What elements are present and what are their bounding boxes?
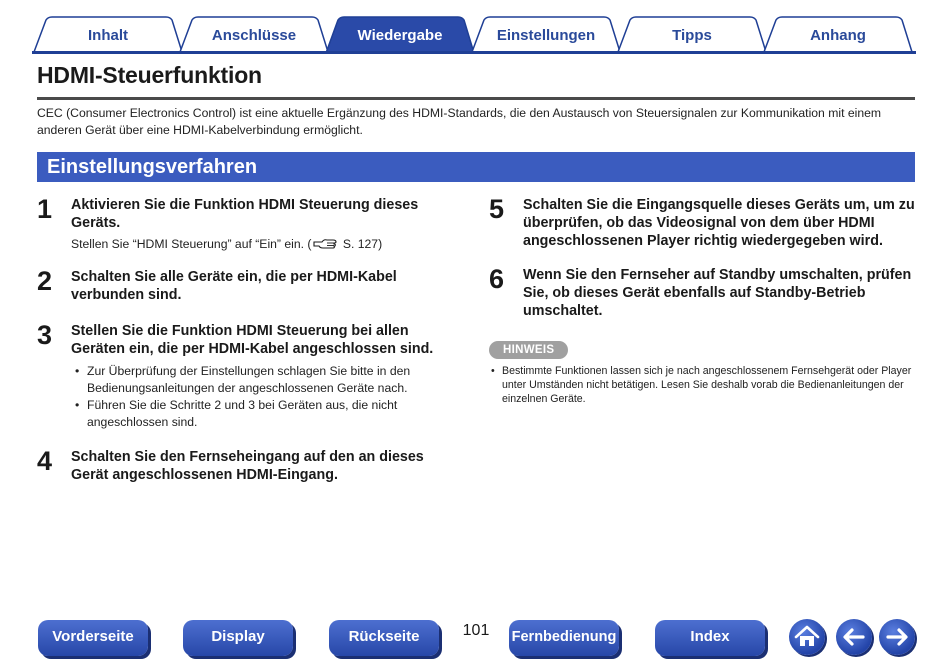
tab-wiedergabe[interactable]: Wiedergabe — [357, 27, 443, 44]
hinweis-badge: HINWEIS — [489, 341, 568, 359]
step-text: Schalten Sie den Fernseheingang auf den an dieses Gerät angeschlossenen HDMI-Eingang. — [71, 449, 424, 483]
back-button[interactable] — [836, 619, 872, 655]
step-text: Wenn Sie den Fernseher auf Standby umschalten, prüfen Sie, ob dieses Gerät ebenfalls auf Standby-Betrieb umschaltet. — [523, 267, 912, 319]
title-divider — [37, 97, 915, 100]
intro-text: CEC (Consumer Electronics Control) ist eine aktuelle Ergänzung des HDMI-Standards, die den Austausch von Steuersignalen zur Kommunikation mit einem anderen Gerät über eine HDMI-Kabelverbindung ermöglicht. — [37, 106, 882, 137]
step-4 — [37, 448, 457, 484]
step-number: 3 — [37, 320, 53, 350]
vorderseite-button[interactable]: Vorderseite — [38, 620, 148, 656]
step-number: 2 — [37, 266, 53, 296]
tab-bar — [32, 16, 916, 56]
forward-button[interactable] — [879, 619, 915, 655]
hinweis-list — [489, 365, 919, 406]
section-title: Einstellungsverfahren — [47, 156, 258, 178]
steps-left-column — [37, 196, 457, 496]
step-text: Schalten Sie alle Geräte ein, die per HDMI-Kabel verbunden sind. — [71, 269, 397, 303]
tab-anhang[interactable]: Anhang — [810, 27, 866, 44]
tab-baseline — [32, 51, 916, 54]
tab-tipps[interactable]: Tipps — [672, 27, 712, 44]
step-bullet-list — [71, 363, 457, 430]
section-header — [37, 152, 915, 182]
page-reference-link[interactable]: S. 127) — [339, 237, 383, 251]
step-1 — [37, 196, 457, 252]
step-text: Aktivieren Sie die Funktion HDMI Steuerung dieses Geräts. — [71, 197, 419, 231]
index-button[interactable]: Index — [655, 620, 765, 656]
list-item: • Führen Sie die Schritte 2 und 3 bei Geräten aus, die nicht angeschlossen sind. — [71, 397, 457, 430]
reference-hand-icon — [313, 237, 337, 251]
list-item: • Bestimmte Funktionen lassen sich je nach angeschlossenem Fernsehgerät oder Player unter Umständen nicht betätigen. Lesen Sie deshalb vorab die Bedienanleitungen der einzelnen Geräte. — [489, 365, 912, 406]
step-text: Schalten Sie die Eingangsquelle dieses Geräts um, um zu überprüfen, ob das Videosignal von dem über HDMI angeschlossenen Player richtig wiedergegeben wird. — [523, 197, 915, 249]
steps-right-column — [489, 196, 919, 406]
list-item: • Zur Überprüfung der Einstellungen schlagen Sie bitte in den Bedienungsanleitungen der angeschlossenen Geräte nach. — [71, 363, 457, 396]
hinweis-box — [489, 340, 919, 406]
home-icon — [789, 619, 825, 655]
page-title: HDMI-Steuerfunktion — [37, 62, 262, 88]
step-5 — [489, 196, 919, 250]
step-number: 6 — [489, 264, 505, 294]
tab-einstellungen[interactable]: Einstellungen — [496, 27, 596, 44]
rueckseite-button[interactable]: Rückseite — [329, 620, 439, 656]
home-button[interactable] — [789, 619, 825, 655]
step-number: 1 — [37, 194, 53, 224]
arrow-left-icon — [836, 619, 872, 655]
page-number: 101 — [462, 622, 490, 639]
tab-inhalt[interactable]: Inhalt — [88, 27, 128, 44]
step-number: 5 — [489, 194, 505, 224]
tab-anschluesse[interactable]: Anschlüsse — [211, 27, 297, 44]
step-2 — [37, 268, 457, 304]
step-number: 4 — [37, 446, 53, 476]
display-button[interactable]: Display — [183, 620, 293, 656]
step-6 — [489, 266, 919, 320]
step-3 — [37, 322, 457, 430]
fernbedienung-button[interactable]: Fernbedienung — [509, 620, 619, 656]
arrow-right-icon — [879, 619, 915, 655]
step-text: Stellen Sie die Funktion HDMI Steuerung bei allen Geräten ein, die per HDMI-Kabel angeschlossen sind. — [71, 323, 434, 357]
step-detail-text: Stellen Sie “HDMI Steuerung” auf “Ein” ein. ( — [71, 237, 312, 251]
step-detail — [71, 236, 457, 252]
